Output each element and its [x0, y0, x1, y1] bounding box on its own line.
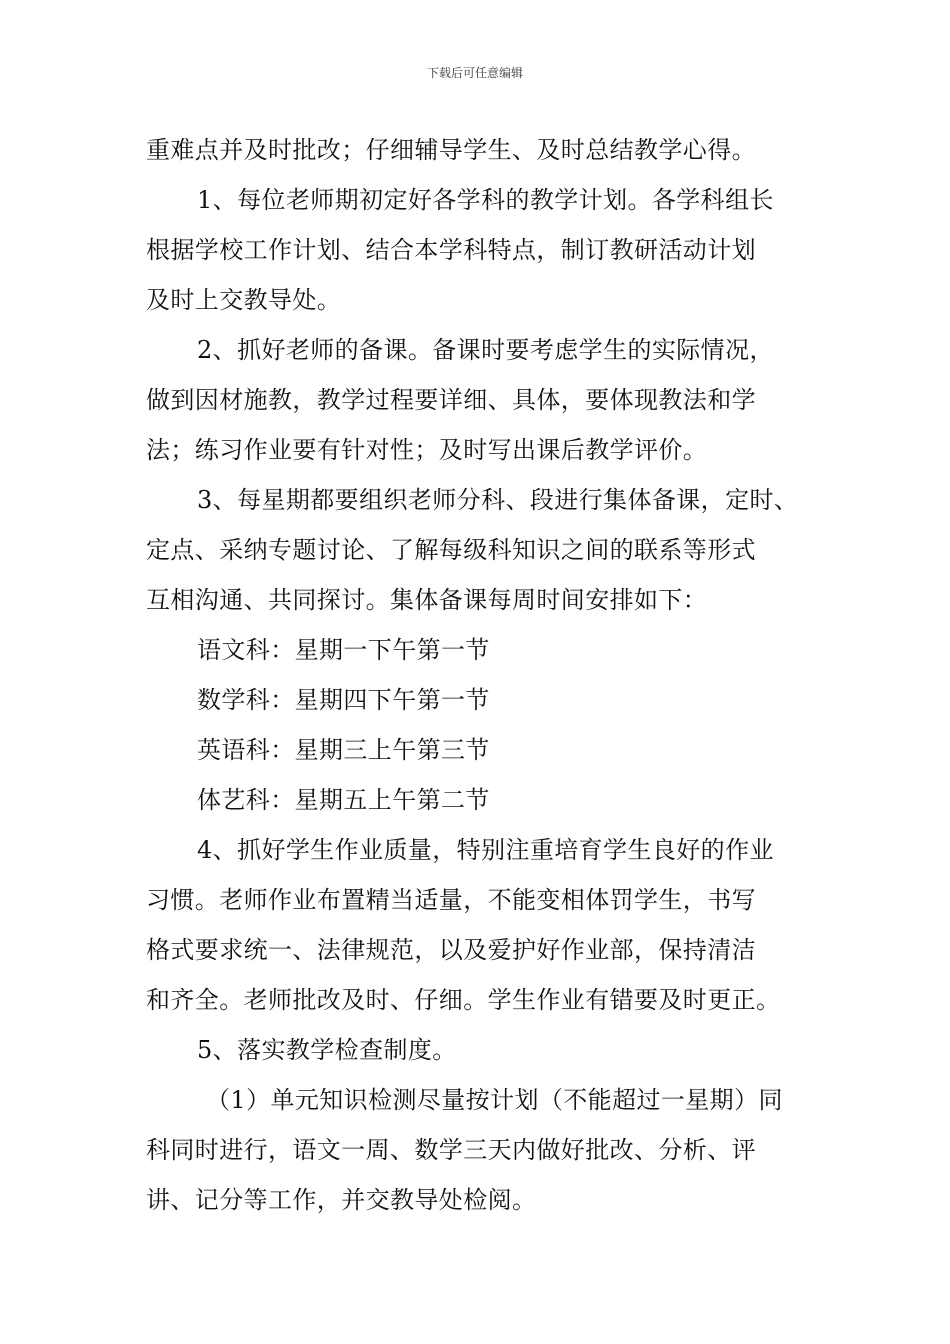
text-line: 讲、记分等工作，并交教导处检阅。	[146, 1186, 537, 1214]
schedule-line: 体艺科：星期五上午第二节	[197, 786, 490, 814]
document-body	[146, 125, 826, 1225]
schedule-line: 数学科：星期四下午第一节	[197, 686, 490, 714]
text-line: 5、落实教学检查制度。	[197, 1036, 457, 1064]
text-line: 和齐全。老师批改及时、仔细。学生作业有错要及时更正。	[146, 986, 781, 1014]
text-line: 4、抓好学生作业质量，特别注重培育学生良好的作业	[197, 836, 774, 864]
text-line: 根据学校工作计划、结合本学科特点，制订教研活动计划	[146, 236, 756, 264]
text-line: 2、抓好老师的备课。备课时要考虑学生的实际情况，	[197, 336, 774, 364]
text-line: 3、每星期都要组织老师分科、段进行集体备课，定时、	[197, 486, 799, 514]
text-line: 做到因材施教，教学过程要详细、具体，要体现教法和学	[146, 386, 756, 414]
text-line: （1）单元知识检测尽量按计划（不能超过一星期）同	[206, 1086, 783, 1114]
text-line: 法；练习作业要有针对性；及时写出课后教学评价。	[146, 436, 708, 464]
schedule-line: 语文科：星期一下午第一节	[197, 636, 490, 664]
text-line: 格式要求统一、法律规范，以及爱护好作业部，保持清洁	[146, 936, 756, 964]
text-line: 科同时进行，语文一周、数学三天内做好批改、分析、评	[146, 1136, 756, 1164]
text-line: 定点、采纳专题讨论、了解每级科知识之间的联系等形式	[146, 536, 756, 564]
text-line: 重难点并及时批改；仔细辅导学生、及时总结教学心得。	[146, 136, 756, 164]
text-line: 互相沟通、共同探讨。集体备课每周时间安排如下：	[146, 586, 708, 614]
page-header: 下载后可任意编辑	[426, 66, 523, 80]
text-line: 及时上交教导处。	[146, 286, 342, 314]
text-line: 1、每位老师期初定好各学科的教学计划。各学科组长	[197, 186, 774, 214]
text-line: 习惯。老师作业布置精当适量，不能变相体罚学生，书写	[146, 886, 756, 914]
schedule-line: 英语科：星期三上午第三节	[197, 736, 490, 764]
